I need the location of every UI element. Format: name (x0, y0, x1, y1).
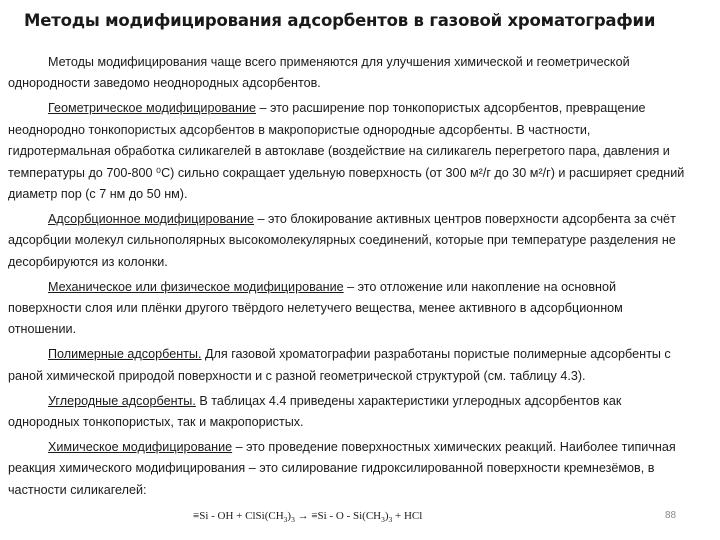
paragraph-text: Для газовой хроматографии разработаны пористые полимерные адсорбенты с раной химической природой поверхности и с разной геометрической структурой (см. таблицу 4.3). (8, 347, 671, 383)
formula-subscript: 3 (388, 515, 393, 525)
formula-rhs: ≡Si - O - Si(CH (311, 510, 382, 522)
formula-paren: ) (287, 510, 292, 522)
paragraph-text: – это блокирование активных центров поверхности адсорбента за счёт адсорбции молекул сильнополярных высокомолекулярных соединений, которые при температуре разделения не десорбируются из колонки. (8, 211, 676, 269)
formula-subscript: 3 (291, 515, 295, 525)
paragraph-adsorption (8, 209, 690, 273)
paragraph-text: – это расширение пор тонкопористых адсорбентов, превращение неоднородно тонкопористых адсорбентов в макропористые однородные адсорбенты. В частности, гидротермальная обработка силикагелей в автоклаве (воздействие на силикагель перегретого пара, давления и температуры до 700-800 ⁰С) сильно сокращает удельную поверхность (от 300 м²/г до 30 м²/г) и расширяет средний диаметр пор (с 7 нм до 50 нм). (8, 101, 685, 201)
content-body (8, 52, 690, 505)
paragraph-polymer (8, 344, 690, 387)
formula-subscript: 3 (283, 515, 288, 525)
silylation-formula (193, 510, 422, 524)
slide-title: Методы модифицирования адсорбентов в газовой хроматографии (24, 11, 656, 30)
formula-arrow: → (294, 510, 312, 522)
paragraph-geometric (8, 98, 690, 205)
paragraph-text: – это отложение или накопление на основной поверхности слоя или плёнки другого твёрдого нелетучего вещества, менее активного в адсорбционном отношении. (8, 279, 623, 337)
formula-lhs: ≡Si - OH + ClSi(CH (193, 510, 284, 522)
page-number: 88 (665, 510, 677, 521)
paragraph-mechanical (8, 277, 690, 341)
paragraph-intro (8, 52, 690, 95)
term-chemical: Химическое модифицирование (48, 439, 233, 454)
formula-byproduct: + HCl (392, 510, 423, 522)
term-geometric: Геометрическое модифицирование (48, 101, 257, 116)
paragraph-text: Методы модифицирования чаще всего применяются для улучшения химической и геометрической однородности заведомо неоднородных адсорбентов. (8, 55, 630, 91)
paragraph-text: – это проведение поверхностных химических реакций. Наиболее типичная реакция химического модифицирования – это силирование гидроксилированной поверхности кремнезёмов, в частности силикагелей: (8, 439, 676, 497)
paragraph-text: В таблицах 4.4 приведены характеристики углеродных адсорбентов как однородных тонкопористых, так и макропористых. (8, 393, 622, 429)
formula-paren: ) (384, 510, 389, 522)
term-mechanical: Механическое или физическое модифицирование (48, 279, 344, 294)
term-adsorption: Адсорбционное модифицирование (48, 211, 255, 226)
formula-subscript: 3 (381, 515, 385, 525)
paragraph-chemical (8, 437, 690, 501)
paragraph-carbon (8, 391, 690, 434)
term-polymer: Полимерные адсорбенты. (48, 347, 202, 362)
term-carbon: Углеродные адсорбенты. (48, 393, 196, 408)
